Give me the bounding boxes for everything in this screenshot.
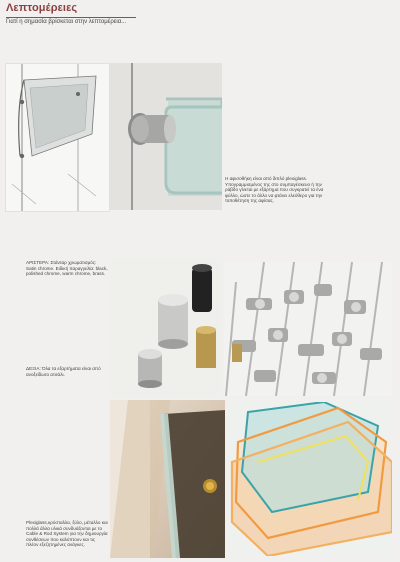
photo-standoff-finishes: [110, 258, 222, 398]
photo-clamp-closeup: [110, 63, 222, 210]
photo-glass-standoff: [110, 400, 225, 558]
caption-materials: Plexiglass,κρύσταλλα, ξύλο, μέταλλο και πολλά άλλα υλικά συνδυάζονται με το Cable & Rod System για την δημιουργία συνθέσεων που καλύπτουν και τις πλέον εξεζητημένες ανάγκες.: [26, 520, 108, 548]
caption-plexiglass-display: Η αφισοθήκη είναι από διπλό plexiglass. Υπογραμμισμένος της στο συμπαγέσκευο ή την ράβδο γίνεται με εξάρτημα που συγκρατεί τα ένα φύλλο, ώστε το άλλο να φτάνει ελεύθερο για την τοποθέτηση της αφίσας.: [225, 176, 324, 204]
photo-acrylic-sheets: [228, 402, 392, 556]
page-title: Λεπτομέρειες: [6, 2, 78, 14]
caption-finishes: ΑΡΙΣΤΕΡΑ: Στάνταρ χρωματισμός: Satin chrome. Ειδική παραγγελία: black, polished chrome, warm chrome, brass.: [26, 260, 108, 277]
page-subtitle: Γιατί η σημασία βρίσκεται στην λεπτομέρεια...: [6, 19, 127, 25]
title-divider: [6, 17, 136, 18]
photo-poster-panel: [5, 63, 110, 212]
photo-steel-fittings: [224, 262, 392, 396]
caption-fittings: ΔΕΞΙΑ: Όλα τα εξαρτήματα είναι από ανοξείδωτο ατσάλι.: [26, 366, 101, 377]
